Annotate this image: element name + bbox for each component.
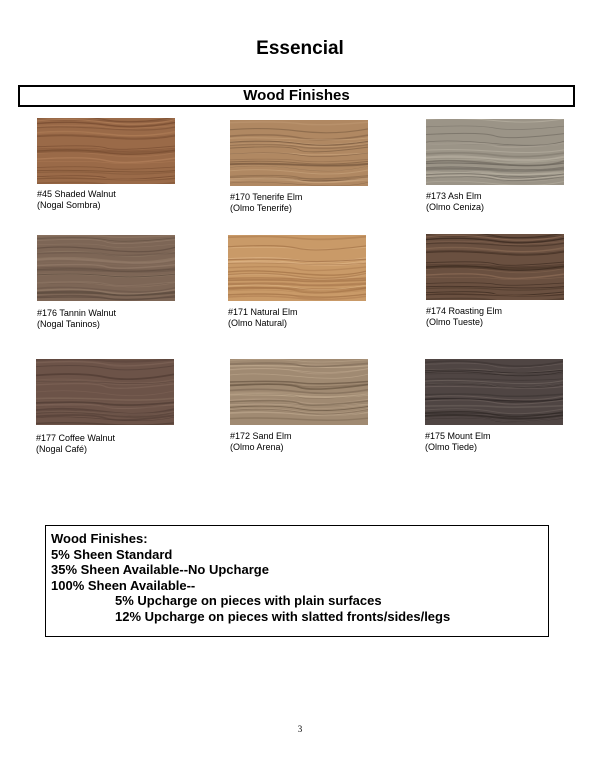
finish-code: #174 Roasting Elm bbox=[426, 306, 503, 316]
caption-tannin-walnut bbox=[37, 308, 197, 330]
info-heading: Wood Finishes: bbox=[51, 531, 148, 546]
wood-grain-texture bbox=[37, 118, 175, 184]
wood-grain-texture bbox=[230, 120, 368, 186]
info-line-standard: 5% Sheen Standard bbox=[51, 546, 173, 562]
swatch-tannin-walnut bbox=[37, 235, 175, 301]
finish-spanish-name: (Olmo Ceniza) bbox=[426, 202, 485, 212]
finish-code: #173 Ash Elm bbox=[426, 191, 482, 201]
finish-spanish-name: (Nogal Taninos) bbox=[37, 319, 100, 329]
caption-shaded-walnut bbox=[37, 189, 197, 211]
page-number: 3 bbox=[297, 724, 303, 734]
wood-grain-texture bbox=[36, 359, 174, 425]
info-line-35-sheen: 35% Sheen Available--No Upcharge bbox=[51, 562, 269, 577]
finish-spanish-name: (Olmo Tueste) bbox=[426, 317, 484, 327]
finish-code: #172 Sand Elm bbox=[230, 431, 292, 441]
finish-code: #175 Mount Elm bbox=[425, 431, 491, 441]
sheen-info-box bbox=[45, 525, 549, 637]
finish-spanish-name: (Olmo Tiede) bbox=[425, 442, 478, 452]
swatch-natural-elm bbox=[228, 235, 366, 301]
finish-code: #170 Tenerife Elm bbox=[230, 192, 303, 202]
caption-mount-elm bbox=[425, 431, 585, 453]
finish-code: #45 Shaded Walnut bbox=[37, 189, 116, 199]
caption-ash-elm bbox=[426, 191, 586, 213]
swatch-roasting-elm bbox=[426, 234, 564, 300]
caption-roasting-elm bbox=[426, 306, 586, 328]
info-line-plain-upcharge: 5% Upcharge on pieces with plain surfaces bbox=[115, 593, 382, 608]
wood-grain-texture bbox=[426, 119, 564, 185]
finish-spanish-name: (Nogal Sombra) bbox=[37, 200, 101, 210]
info-line-100-sheen: 100% Sheen Available-- bbox=[51, 577, 196, 593]
page-title: Essencial bbox=[256, 38, 344, 59]
wood-grain-texture bbox=[425, 359, 563, 425]
finish-code: #171 Natural Elm bbox=[228, 307, 298, 317]
finish-spanish-name: (Nogal Café) bbox=[36, 444, 88, 454]
swatch-tenerife-elm bbox=[230, 120, 368, 186]
finish-code: #177 Coffee Walnut bbox=[36, 433, 116, 443]
info-line-slatted-upcharge: 12% Upcharge on pieces with slatted fronts/sides/legs bbox=[115, 608, 451, 624]
wood-grain-texture bbox=[230, 359, 368, 425]
caption-tenerife-elm bbox=[230, 192, 390, 214]
swatch-coffee-walnut bbox=[36, 359, 174, 425]
swatch-mount-elm bbox=[425, 359, 563, 425]
caption-coffee-walnut bbox=[36, 433, 196, 455]
wood-grain-texture bbox=[426, 234, 564, 300]
wood-grain-texture bbox=[228, 235, 366, 301]
swatch-shaded-walnut bbox=[37, 118, 175, 184]
caption-sand-elm bbox=[230, 431, 390, 453]
finish-spanish-name: (Olmo Arena) bbox=[230, 442, 284, 452]
finish-spanish-name: (Olmo Natural) bbox=[228, 318, 288, 328]
swatch-ash-elm bbox=[426, 119, 564, 185]
section-title-box: Wood Finishes bbox=[18, 85, 575, 107]
finish-spanish-name: (Olmo Tenerife) bbox=[230, 203, 292, 213]
finish-code: #176 Tannin Walnut bbox=[37, 308, 117, 318]
wood-grain-texture bbox=[37, 235, 175, 301]
swatch-sand-elm bbox=[230, 359, 368, 425]
caption-natural-elm bbox=[228, 307, 388, 329]
